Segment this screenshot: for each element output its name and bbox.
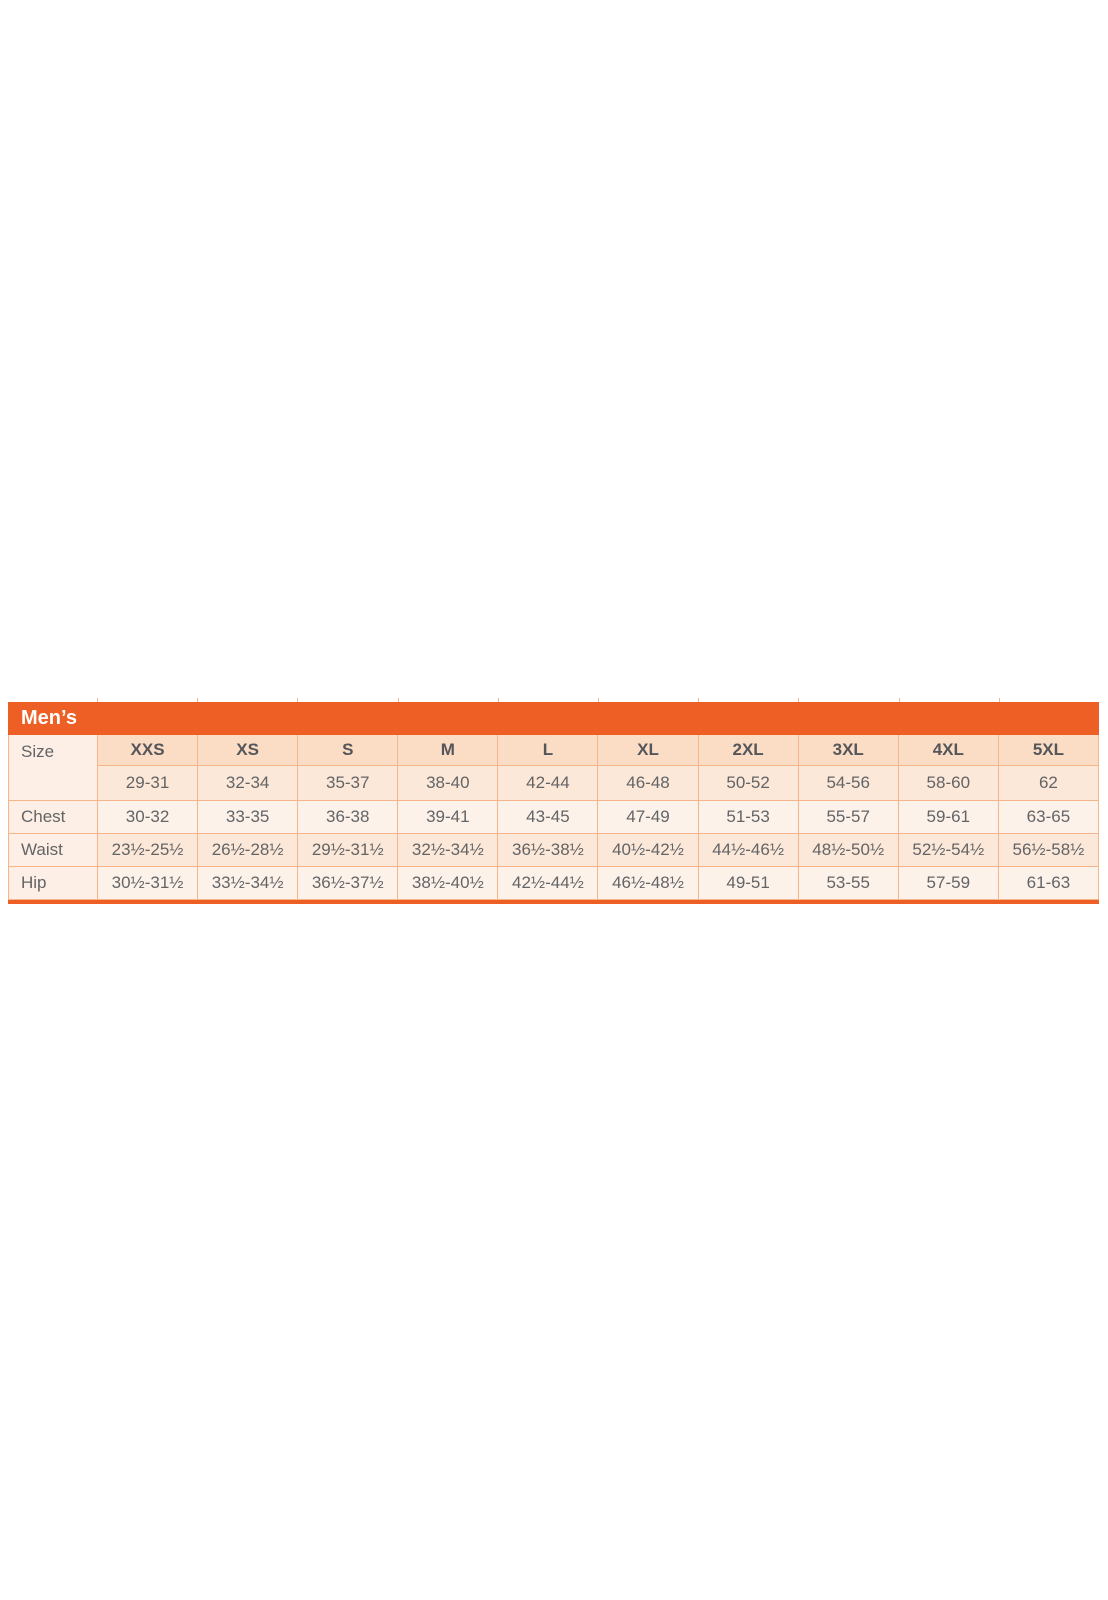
tick [297,698,397,702]
size-header-s: S [298,735,398,766]
size-chart-table [8,702,1099,900]
size-range-cell: 29-31 [98,766,198,801]
row-label-chest: Chest [9,801,98,834]
chest-cell: 43-45 [498,801,598,834]
tick [798,698,898,702]
chest-cell: 30-32 [98,801,198,834]
size-range-cell: 32-34 [198,766,298,801]
size-range-cell: 50-52 [698,766,798,801]
hip-cell: 61-63 [998,867,1098,900]
row-label-waist: Waist [9,834,98,867]
size-range-cell: 38-40 [398,766,498,801]
hip-cell: 49-51 [698,867,798,900]
size-range-cell: 54-56 [798,766,898,801]
tick [398,698,498,702]
tick [999,698,1099,702]
size-range-row [9,766,1099,801]
size-header-xxs: XXS [98,735,198,766]
size-header-row [9,735,1099,766]
column-border-ticks [8,698,1099,702]
chest-cell: 36-38 [298,801,398,834]
size-header-l: L [498,735,598,766]
chest-cell: 39-41 [398,801,498,834]
tick [197,698,297,702]
waist-cell: 26½-28½ [198,834,298,867]
chest-row [9,801,1099,834]
hip-row [9,867,1099,900]
tick [899,698,999,702]
size-header-2xl: 2XL [698,735,798,766]
hip-cell: 38½-40½ [398,867,498,900]
size-range-cell: 42-44 [498,766,598,801]
corner-label: Size [9,735,98,801]
table-title-row [9,703,1099,735]
bottom-orange-rule [8,900,1099,904]
waist-cell: 52½-54½ [898,834,998,867]
hip-cell: 42½-44½ [498,867,598,900]
size-range-cell: 35-37 [298,766,398,801]
row-label-hip: Hip [9,867,98,900]
waist-cell: 56½-58½ [998,834,1098,867]
waist-cell: 29½-31½ [298,834,398,867]
waist-cell: 48½-50½ [798,834,898,867]
chest-cell: 59-61 [898,801,998,834]
hip-cell: 36½-37½ [298,867,398,900]
chest-cell: 33-35 [198,801,298,834]
waist-cell: 36½-38½ [498,834,598,867]
chest-cell: 51-53 [698,801,798,834]
size-header-xs: XS [198,735,298,766]
size-range-cell: 58-60 [898,766,998,801]
size-header-xl: XL [598,735,698,766]
tick [698,698,798,702]
chest-cell: 55-57 [798,801,898,834]
hip-cell: 53-55 [798,867,898,900]
tick [598,698,698,702]
tick-spacer [8,698,97,702]
waist-cell: 44½-46½ [698,834,798,867]
hip-cell: 30½-31½ [98,867,198,900]
waist-cell: 23½-25½ [98,834,198,867]
hip-cell: 57-59 [898,867,998,900]
chest-cell: 47-49 [598,801,698,834]
chest-cell: 63-65 [998,801,1098,834]
size-header-m: M [398,735,498,766]
size-header-3xl: 3XL [798,735,898,766]
hip-cell: 46½-48½ [598,867,698,900]
size-header-4xl: 4XL [898,735,998,766]
size-range-cell: 62 [998,766,1098,801]
hip-cell: 33½-34½ [198,867,298,900]
mens-size-chart [8,698,1099,904]
tick [97,698,197,702]
table-title: Men’s [9,703,1099,735]
tick [498,698,598,702]
size-range-cell: 46-48 [598,766,698,801]
waist-cell: 40½-42½ [598,834,698,867]
waist-cell: 32½-34½ [398,834,498,867]
size-header-5xl: 5XL [998,735,1098,766]
waist-row [9,834,1099,867]
